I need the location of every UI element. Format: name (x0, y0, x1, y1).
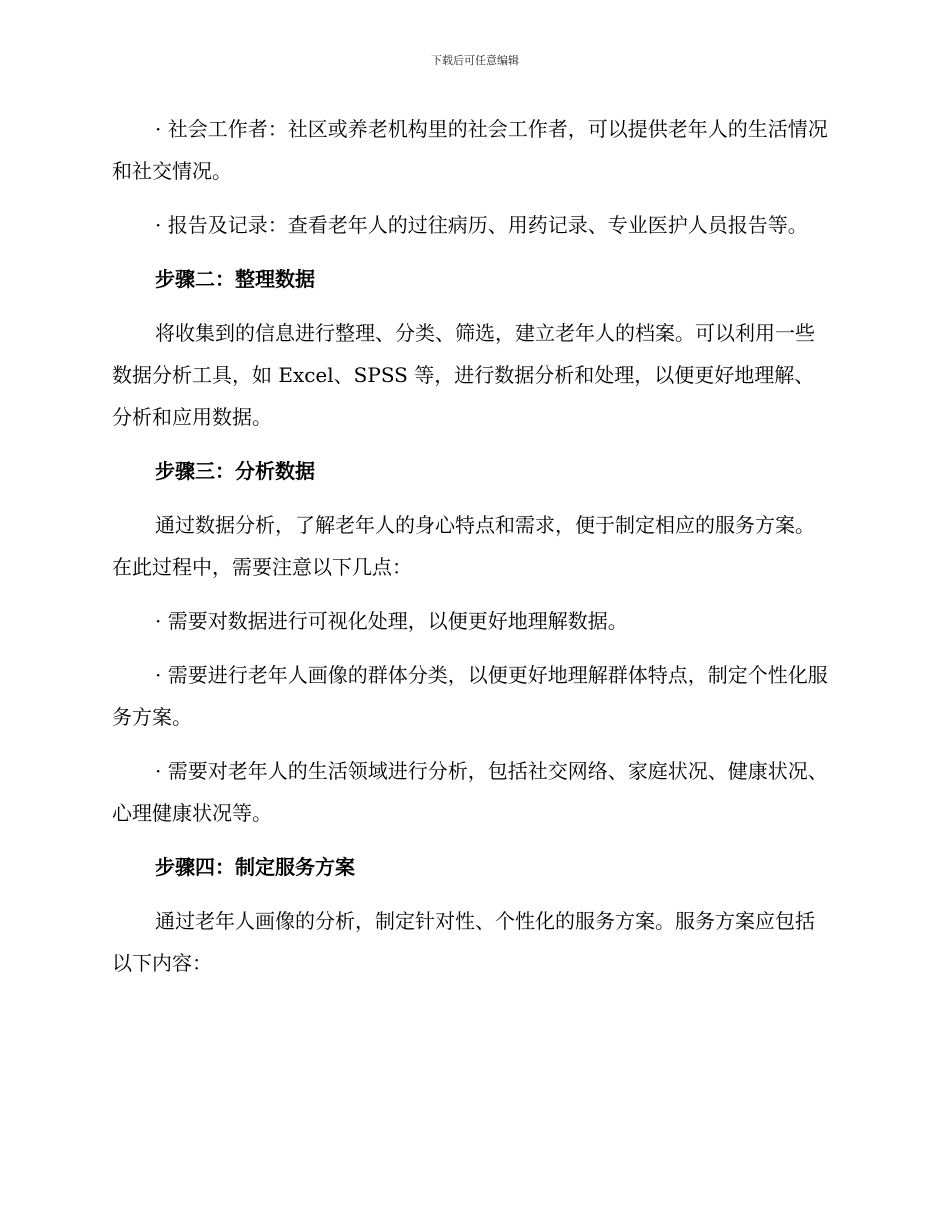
paragraph-organize-data: 将收集到的信息进行整理、分类、筛选，建立老年人的档案。可以利用一些数据分析工具，如 Excel、SPSS 等，进行数据分析和处理，以便更好地理解、分析和应用数据。 (112, 321, 815, 429)
document-body (112, 108, 832, 996)
heading-step-three: 步骤三：分析数据 (155, 459, 315, 483)
bullet-social-worker: · 社会工作者：社区或养老机构里的社会工作者，可以提供老年人的生活情况和社交情况。 (112, 117, 828, 183)
heading-step-four: 步骤四：制定服务方案 (155, 855, 355, 879)
paragraph-service-plan: 通过老年人画像的分析，制定针对性、个性化的服务方案。服务方案应包括以下内容： (112, 909, 815, 975)
paragraph-analyze-data: 通过数据分析，了解老年人的身心特点和需求，便于制定相应的服务方案。在此过程中，需要注意以下几点： (112, 513, 815, 579)
bullet-reports-records: · 报告及记录：查看老年人的过往病历、用药记录、专业医护人员报告等。 (155, 213, 808, 237)
heading-step-two: 步骤二：整理数据 (155, 267, 315, 291)
bullet-group-classification: · 需要进行老年人画像的群体分类，以便更好地理解群体特点，制定个性化服务方案。 (112, 663, 828, 729)
bullet-visualization: · 需要对数据进行可视化处理，以便更好地理解数据。 (155, 609, 628, 633)
page-header: 下载后可任意编辑 (431, 54, 519, 67)
bullet-life-domain-analysis: · 需要对老年人的生活领域进行分析，包括社交网络、家庭状况、健康状况、心理健康状况等。 (112, 759, 828, 825)
